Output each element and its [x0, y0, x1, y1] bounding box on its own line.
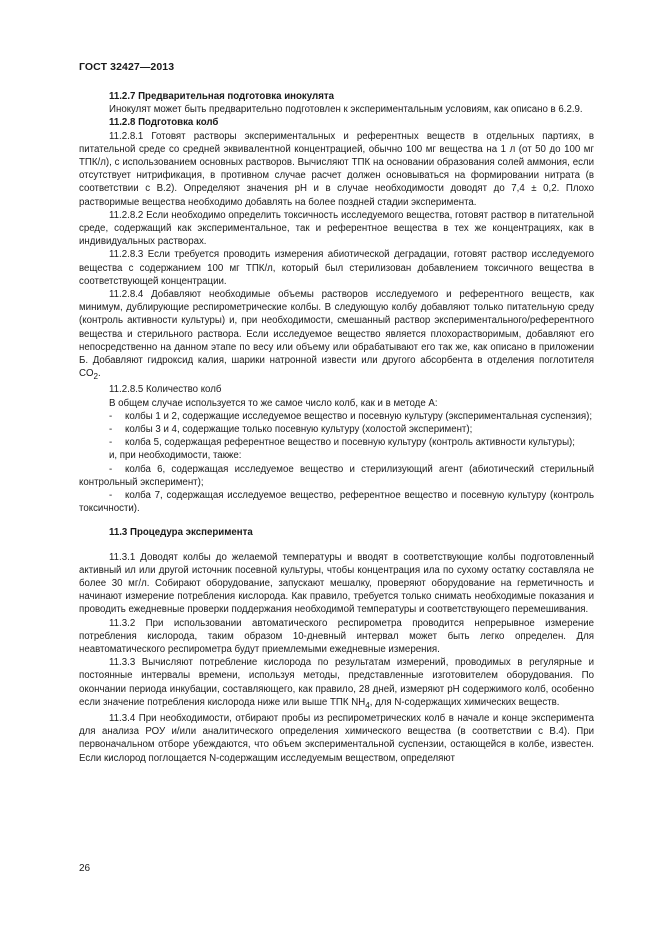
document-body: [79, 90, 594, 765]
paragraph-11-2-8-2: 11.2.8.2 Если необходимо определить токсичность исследуемого вещества, готовят раствор в питательной среде, содержащий как экспериментальное, так и референтное вещества в тех же концентрациях, как в индивидуальных растворах.: [79, 209, 594, 248]
subscript: 4: [365, 700, 370, 710]
subheading-11-2-8-5: 11.2.8.5 Количество колб: [109, 384, 222, 396]
paragraph-text-end: , для N-содержащих химических веществ.: [369, 696, 560, 708]
paragraph-11-3-4: 11.3.4 При необходимости, отбирают пробы из респирометрических колб в начале и конце эксперимента для анализа РОУ и/или аналитического определения химического вещества (в соответствии с В.4). При первоначальном отборе убеждаются, что объем экспериментальной суспензии, остающейся в колбе, известен. Если кислород поглощается N-содержащим исследуемым веществом, определяют: [79, 713, 594, 764]
heading-11-3: 11.3 Процедура эксперимента: [109, 527, 253, 539]
list-item: [79, 423, 594, 436]
heading-11-2-7: 11.2.7 Предварительная подготовка инокулята: [109, 91, 334, 102]
list-item: [79, 489, 594, 515]
list-item: [79, 463, 594, 489]
dash-marker: -: [109, 424, 113, 436]
page-number: 26: [79, 863, 91, 874]
paragraph-11-3-1: 11.3.1 Доводят колбы до желаемой температуры и вводят в соответствующие колбы подготовленный активный ил или другой источник посевной культуры, чтобы концентрация ила по сухому остатку составляла не более 30 мг/л. Собирают оборудование, запускают мешалку, проверяют оборудование на герметичность и начинают измерение потребления кислорода. Как правило, требуется только снимать необходимые показания и проводить ежедневные проверки поддержания необходимой температуры и соответствующего перемешивания.: [79, 551, 594, 616]
paragraph: В общем случае используется то же самое число колб, как и в методе А:: [109, 397, 438, 409]
paragraph-11-2-8-1: 11.2.8.1 Готовят растворы экспериментальных и референтных веществ в отдельных партиях, в питательной среде со средней эквивалентной концентрацией, обычно 100 мг вещества на 1 л (от 50 до 100 мг ТПК/л), с использованием основных растворов. Вычисляют ТПК на основании образования солей аммония, если отсутствует нитрификация, в противном случае расчет должен основываться на формировании нитрата (в соответствии с В.2). Определяют значения pH и в случае необходимости доводят до 7,4 ± 0,2. Плохо растворимые вещества необходимо добавлять на более поздней стадии эксперимента.: [79, 130, 594, 208]
paragraph-text-end: .: [98, 368, 101, 380]
paragraph: Инокулят может быть предварительно подготовлен к экспериментальным условиям, как описано в 6.2.9.: [109, 104, 583, 116]
list-item-text: колба 7, содержащая исследуемое вещество, референтное вещество и посевную культуру (контроль токсичности).: [79, 490, 594, 515]
dash-marker: -: [109, 463, 113, 475]
paragraph: и, при необходимости, также:: [109, 450, 242, 462]
paragraph-text: 11.3.3 Вычисляют потребление кислорода по результатам измерений, проводимых в регулярные и постоянные интервалы времени, используя методы, представленные изготовителем оборудования. По окончании периода инкубации, составляющего, как правило, 28 дней, измеряют pH содержимого колб, особенно если значение потребления кислорода ниже или выше ТПК NH: [79, 657, 594, 708]
paragraph-text: 11.2.8.4 Добавляют необходимые объемы растворов исследуемого и референтного веществ, как минимум, дублирующие респирометрические колбы. В следующую колбу добавляют только питательную среду (контроль активности культуры) и, при необходимости, смешанный раствор экспериментального/референтного вещества и стерильного раствора. Если исследуемое вещество является плохорастворимым, добавляют его непосредственно на данном этапе по весу или объему или обрабатывают его так же, как описано в приложении Б. Добавляют гидроксид калия, шарики натронной извести или другого абсорбента в отделения поглотителя CO: [79, 289, 594, 380]
paragraph-11-2-8-4: [79, 288, 594, 383]
list-item-text: колба 5, содержащая референтное вещество и посевную культуру (контроль активности культуры);: [125, 437, 575, 449]
list-item: [79, 410, 594, 423]
dash-marker: -: [109, 410, 113, 422]
dash-marker: -: [109, 490, 113, 502]
list-item-text: колбы 3 и 4, содержащие только посевную культуру (холостой эксперимент);: [125, 424, 473, 436]
list-item-text: колба 6, содержащая исследуемое вещество и стерилизующий агент (абиотический стерильный контрольный эксперимент);: [79, 463, 594, 488]
list-item: [79, 436, 594, 449]
document-header: ГОСТ 32427—2013: [79, 61, 175, 73]
dash-marker: -: [109, 437, 113, 449]
paragraph-11-3-3: [79, 656, 594, 712]
heading-11-2-8: 11.2.8 Подготовка колб: [109, 117, 219, 129]
list-item-text: колбы 1 и 2, содержащие исследуемое вещество и посевную культуру (экспериментальная суспензия);: [125, 410, 593, 422]
subscript: 2: [93, 372, 99, 382]
paragraph-11-3-2: 11.3.2 При использовании автоматического респирометра проводится непрерывное измерение потребления кислорода, таким образом 10-дневный интервал может быть легко определен. Для неавтоматического респирометра будут приемлемыми ежедневные измерения.: [79, 617, 594, 656]
paragraph-11-2-8-3: 11.2.8.3 Если требуется проводить измерения абиотической деградации, готовят раствор исследуемого вещества с содержанием 100 мг ТПК/л, который был стерилизован добавлением токсичного вещества в соответствующей концентрации.: [79, 249, 594, 287]
